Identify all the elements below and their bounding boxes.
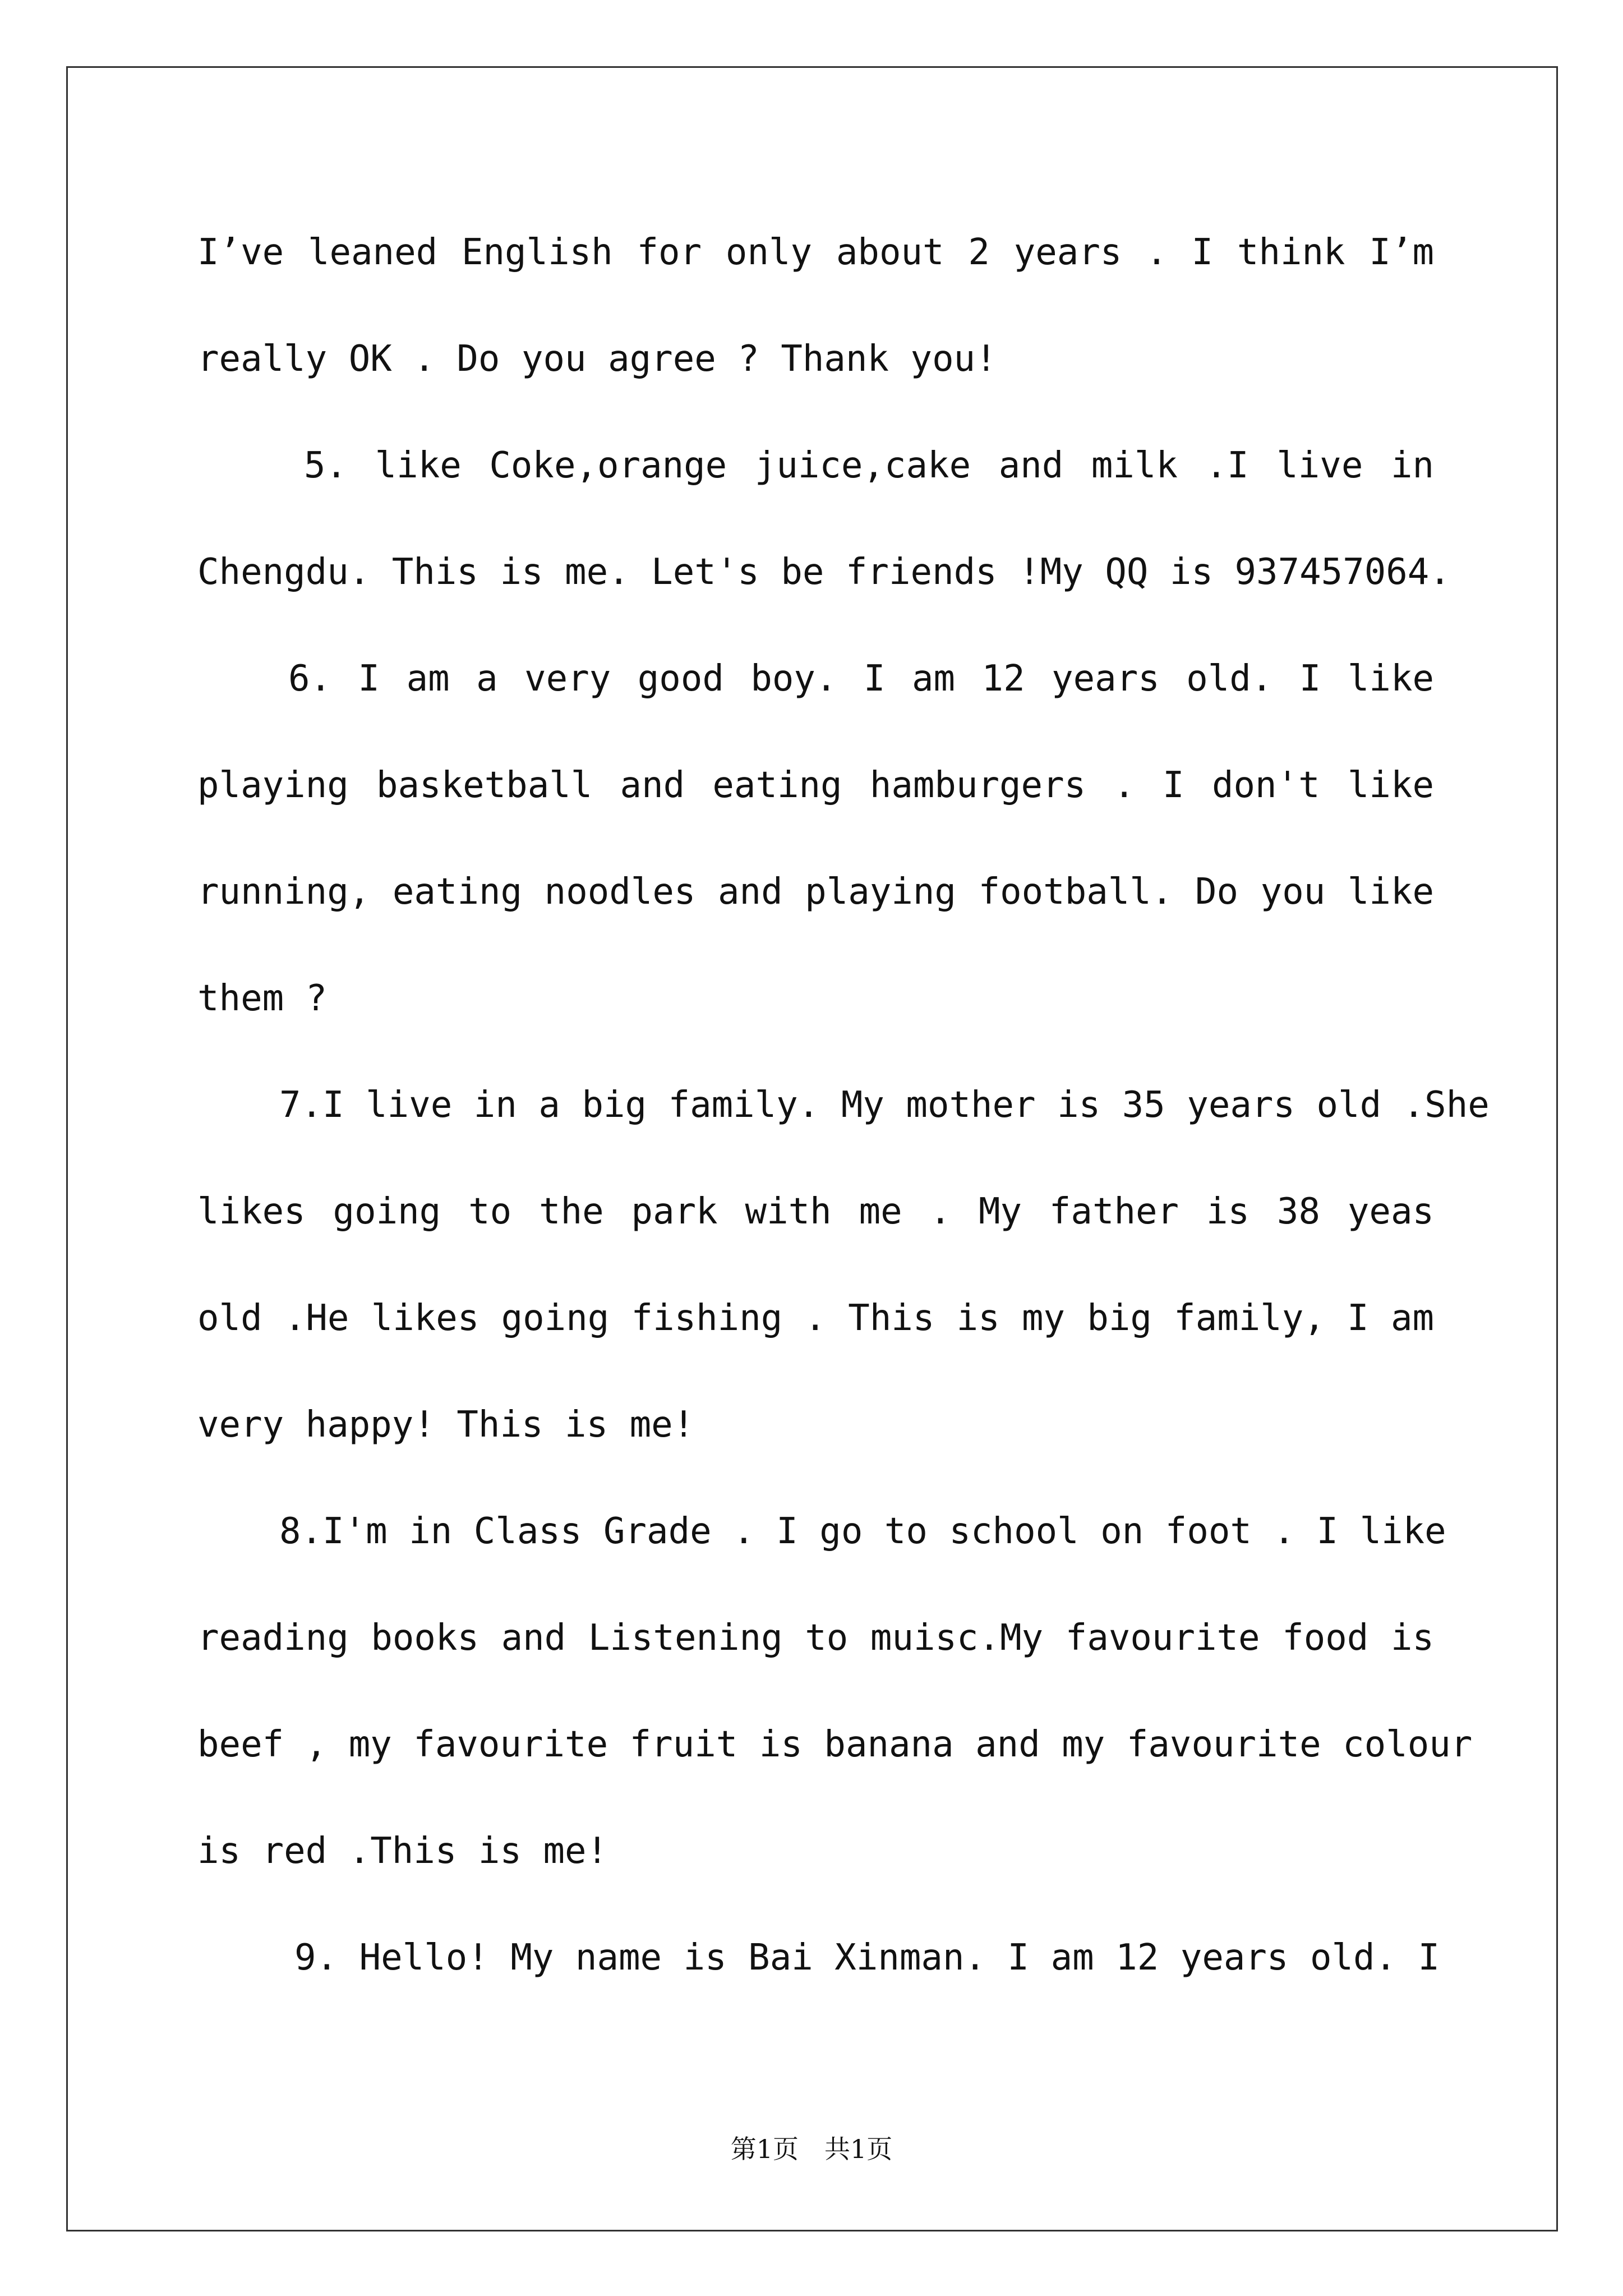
text-line: Chengdu. This is me. Let's be friends !My QQ is 937457064. [197, 551, 1451, 593]
text-line: running, eating noodles and playing football. Do you like [197, 871, 1434, 913]
paragraph-8-start: 8.I'm in Class Grade . I go to school on foot . I like [279, 1511, 1446, 1552]
text-line: is red .This is me! [197, 1830, 608, 1872]
page-number-footer: 第1页 共1页 [730, 2134, 893, 2164]
text-line: likes going to the park with me . My father is 38 yeas [197, 1191, 1434, 1232]
text-line: old .He likes going fishing . This is my big family, I am [197, 1297, 1434, 1339]
text-line: reading books and Listening to muisc.My favourite food is [197, 1617, 1434, 1659]
text-line: them ? [197, 978, 328, 1019]
text-line: very happy! This is me! [197, 1404, 695, 1446]
text-line: I’ve leaned English for only about 2 years . I think I’m [197, 232, 1434, 273]
text-line: beef , my favourite fruit is banana and my favourite colour [197, 1724, 1473, 1765]
text-line: playing basketball and eating hamburgers . I don't like [197, 765, 1434, 806]
paragraph-9-start: 9. Hello! My name is Bai Xinman. I am 12 years old. I [294, 1937, 1440, 1978]
text-line: really OK . Do you agree ? Thank you! [197, 338, 997, 380]
paragraph-7-start: 7.I live in a big family. My mother is 35 years old .She [279, 1084, 1490, 1126]
document-body [197, 199, 1490, 2011]
paragraph-6-start: 6. I am a very good boy. I am 12 years old. I like [288, 658, 1434, 700]
paragraph-5-start: 5. like Coke,orange juice,cake and milk .I live in [304, 445, 1434, 486]
